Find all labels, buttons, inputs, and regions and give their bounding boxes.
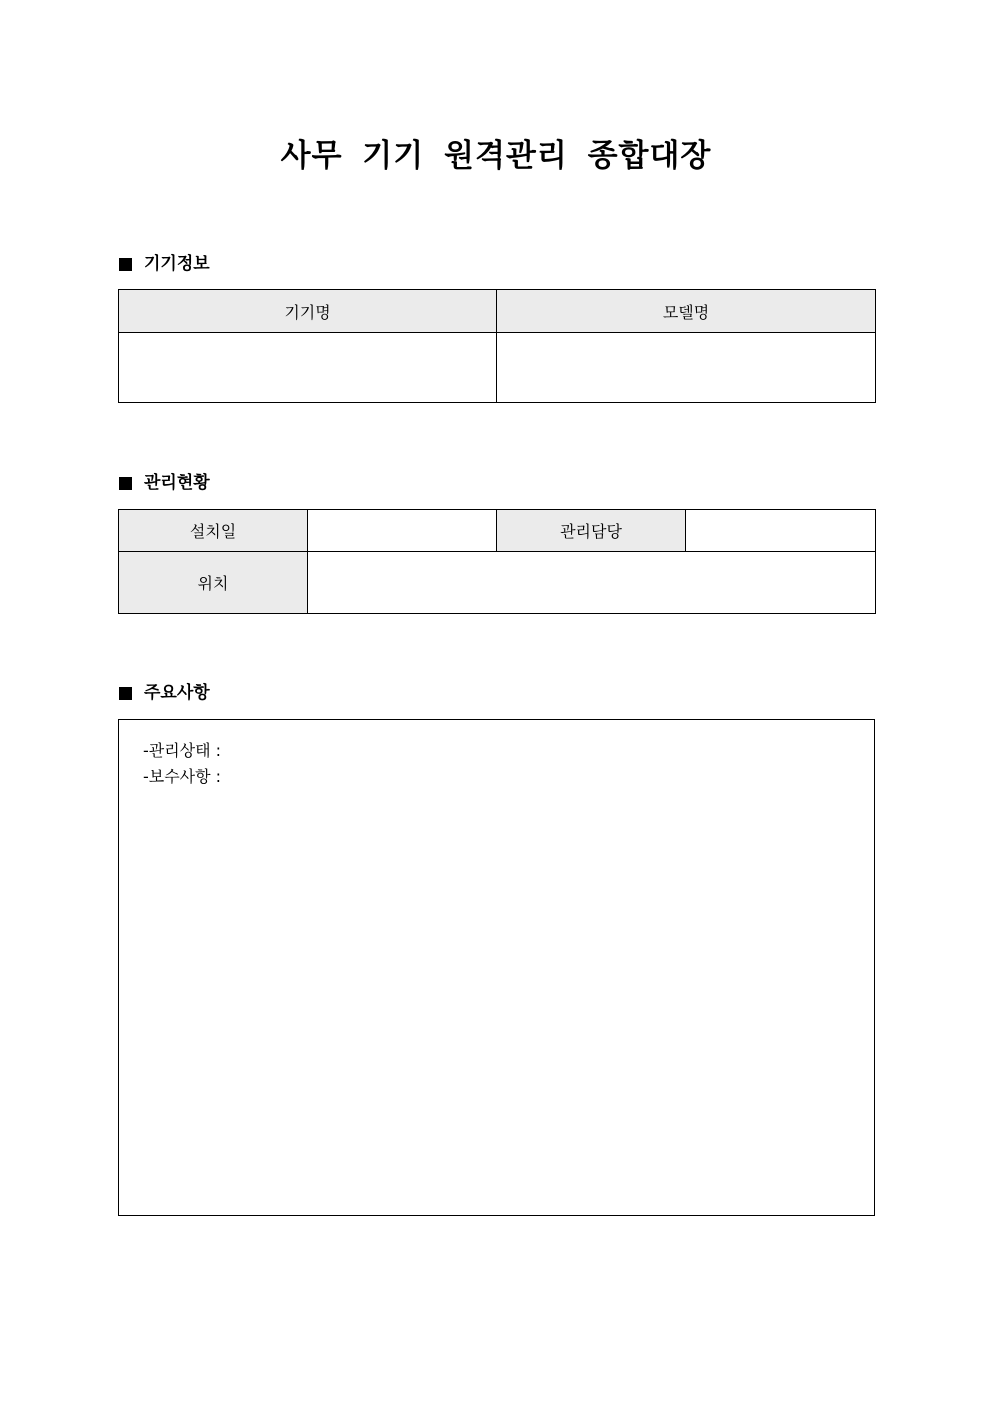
section-heading-management-status bbox=[119, 471, 210, 495]
section-heading-key-notes bbox=[119, 681, 210, 705]
square-bullet-icon bbox=[119, 258, 132, 271]
table-header-row bbox=[119, 290, 876, 333]
management-state-line: -관리상태 : bbox=[143, 741, 222, 760]
section-heading-label: 관리현황 bbox=[144, 473, 210, 493]
device-info-table bbox=[118, 289, 876, 403]
section-heading-label: 주요사항 bbox=[144, 683, 210, 703]
manager-field[interactable] bbox=[686, 510, 876, 552]
install-date-field[interactable] bbox=[308, 510, 497, 552]
key-notes-box[interactable] bbox=[118, 719, 875, 1216]
square-bullet-icon bbox=[119, 477, 132, 490]
model-name-field[interactable] bbox=[497, 333, 876, 403]
location-field[interactable] bbox=[308, 552, 876, 614]
square-bullet-icon bbox=[119, 687, 132, 700]
table-row bbox=[119, 333, 876, 403]
page-title: 사무 기기 원격관리 종합대장 bbox=[280, 138, 712, 174]
manager-label: 관리담당 bbox=[497, 510, 686, 552]
device-name-header: 기기명 bbox=[119, 290, 497, 333]
repair-items-line: -보수사항 : bbox=[143, 767, 222, 786]
device-name-field[interactable] bbox=[119, 333, 497, 403]
location-label: 위치 bbox=[119, 552, 308, 614]
section-heading-device-info bbox=[119, 252, 210, 276]
management-status-table bbox=[118, 509, 876, 614]
table-row bbox=[119, 510, 876, 552]
section-heading-label: 기기정보 bbox=[144, 254, 210, 274]
model-name-header: 모델명 bbox=[497, 290, 876, 333]
table-row bbox=[119, 552, 876, 614]
install-date-label: 설치일 bbox=[119, 510, 308, 552]
